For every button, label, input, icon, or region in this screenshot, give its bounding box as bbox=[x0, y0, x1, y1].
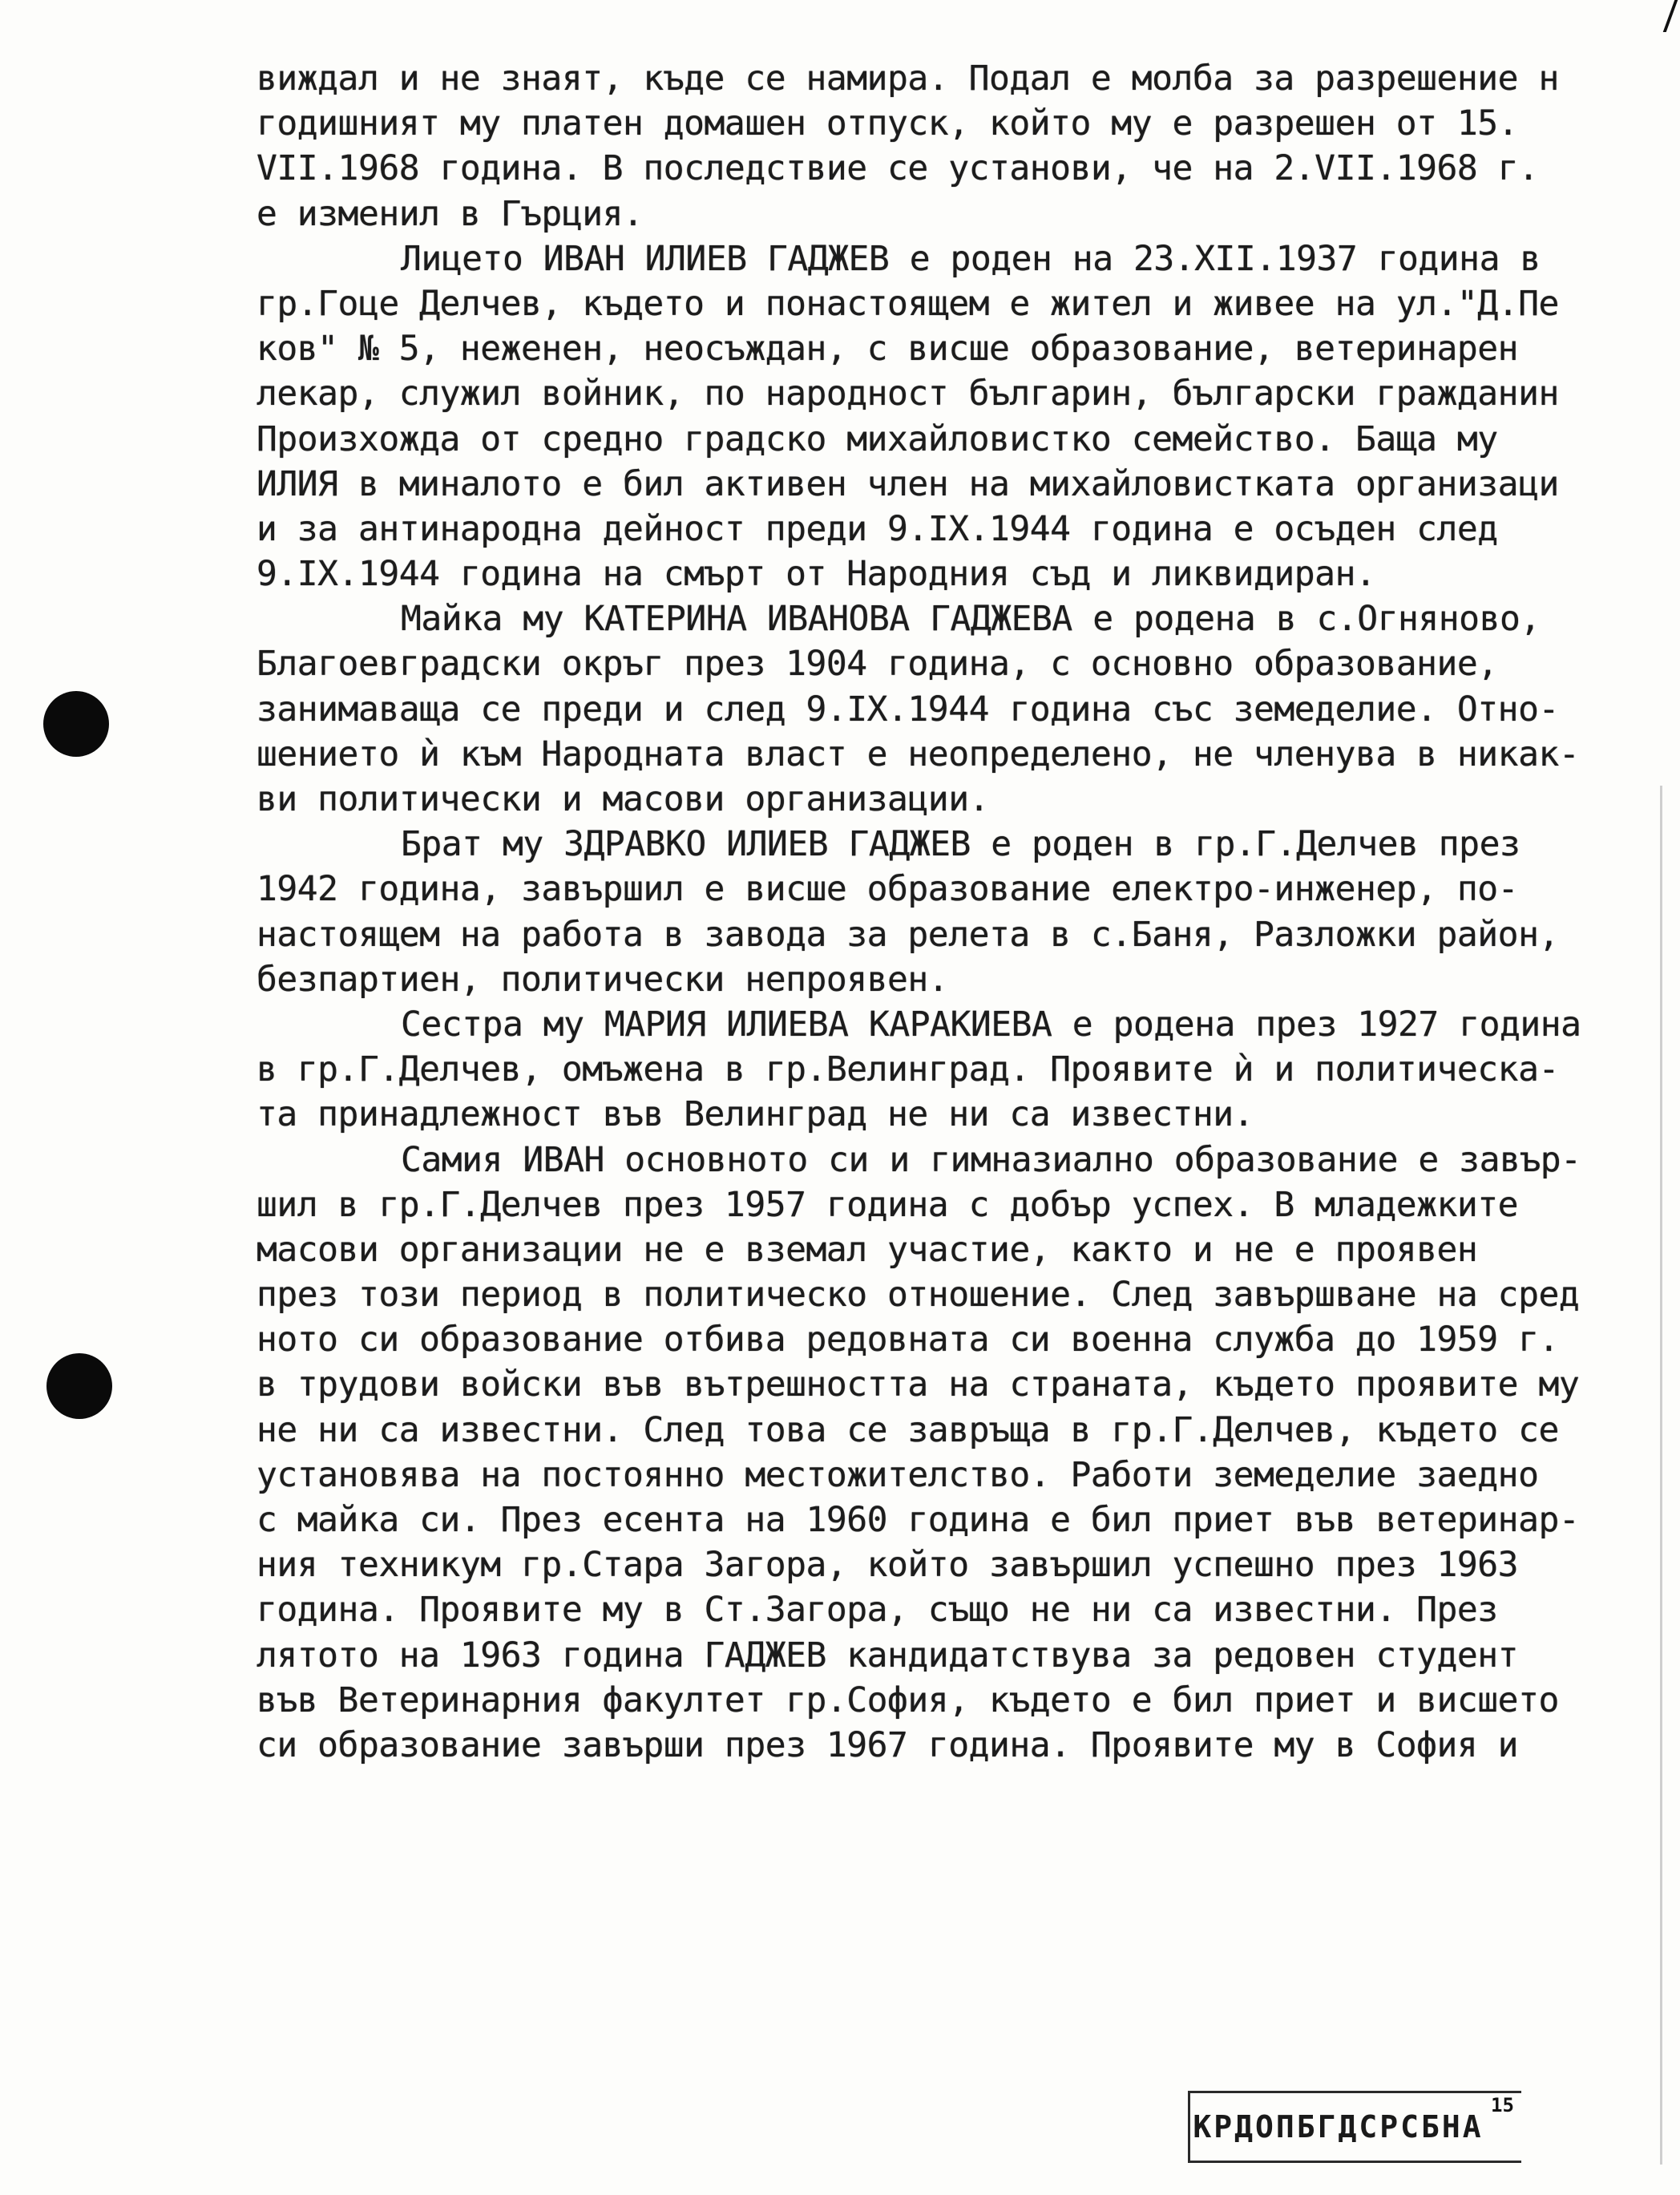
page-edge-shadow bbox=[1660, 786, 1662, 2165]
text-line: Сестра му МАРИЯ ИЛИЕВА КАРАКИЕВА е родена през 1927 година bbox=[401, 1004, 1581, 1045]
text-line: ния техникум гр.Стара Загора, който завършил успешно през 1963 bbox=[256, 1545, 1519, 1586]
text-line: ното си образование отбива редовната си военна служба до 1959 г. bbox=[256, 1320, 1559, 1360]
stamp-text: КРДОПБГДСРСБНА bbox=[1193, 2109, 1484, 2144]
text-line: ков" № 5, неженен, неосъждан, с висше образование, ветеринарен bbox=[256, 329, 1519, 370]
text-line: и за антинародна дейност преди 9.IX.1944 година е осъден след bbox=[256, 508, 1498, 549]
text-line: с майка си. През есента на 1960 година е бил приет във ветеринар- bbox=[256, 1500, 1580, 1540]
text-line: си образование завърши през 1967 година. Проявите му в София и bbox=[256, 1724, 1519, 1765]
corner-mark bbox=[1641, 0, 1678, 32]
text-line: та принадлежност във Велинград не ни са известни. bbox=[256, 1094, 1254, 1135]
text-line: Произхожда от средно градско михайловистко семейство. Баща му bbox=[256, 418, 1498, 459]
text-line: 1942 година, завършил е висше образование електро-инженер, по- bbox=[256, 869, 1519, 910]
typewritten-text-block bbox=[256, 56, 1651, 1768]
text-line: в трудови войски във вътрешността на страната, където проявите му bbox=[256, 1364, 1580, 1405]
text-line: гр.Гоце Делчев, където и понастоящем е жител и живее на ул."Д.Пе bbox=[256, 283, 1559, 324]
text-line: Благоевградски окръг през 1904 година, с основно образование, bbox=[256, 644, 1498, 685]
text-line: не ни са известни. След това се завръща в гр.Г.Делчев, където се bbox=[256, 1409, 1559, 1450]
archive-stamp bbox=[1188, 2091, 1521, 2163]
text-line: в гр.Г.Делчев, омъжена в гр.Велинград. Проявите ѝ и политическа- bbox=[256, 1049, 1559, 1090]
text-line: виждал и не знаят, къде се намира. Подал е молба за разрешение н bbox=[256, 59, 1559, 99]
text-line: Брат му ЗДРАВКО ИЛИЕВ ГАДЖЕВ е роден в гр.Г.Делчев през bbox=[401, 824, 1520, 865]
text-line: шението ѝ към Народната власт е неопределено, не членува в никак- bbox=[256, 734, 1580, 774]
text-line: шил в гр.Г.Делчев през 1957 година с добър успех. В младежките bbox=[256, 1184, 1519, 1225]
text-line: Самия ИВАН основното си и гимназиално образование е завър- bbox=[401, 1139, 1581, 1180]
text-line: безпартиен, политически непроявен. bbox=[256, 959, 949, 1000]
text-line: Майка му КАТЕРИНА ИВАНОВА ГАДЖЕВА е родена в с.Огняново, bbox=[401, 599, 1541, 640]
punch-hole-bottom bbox=[46, 1353, 112, 1419]
text-line: занимаваща се преди и след 9.IX.1944 година със земеделие. Отно- bbox=[256, 689, 1559, 730]
text-line: 9.IX.1944 година на смърт от Народния съд и ликвидиран. bbox=[256, 554, 1376, 595]
punch-hole-top bbox=[43, 691, 109, 757]
text-line: лятото на 1963 година ГАДЖЕВ кандидатствува за редовен студент bbox=[256, 1635, 1519, 1676]
text-line: лекар, служил войник, по народност българин, български гражданин bbox=[256, 374, 1559, 414]
text-line: във Ветеринарния факултет гр.София, където е бил приет и висшето bbox=[256, 1680, 1559, 1720]
text-line: масови организации не е вземал участие, както и не е проявен bbox=[256, 1229, 1478, 1270]
text-line: година. Проявите му в Ст.Загора, също не ни са известни. През bbox=[256, 1590, 1498, 1631]
text-line: VII.1968 година. В последствие се установи, че на 2.VII.1968 г. bbox=[256, 148, 1539, 189]
text-line: през този период в политическо отношение. След завършване на сред bbox=[256, 1275, 1580, 1316]
text-line: настоящем на работа в завода за релета в с.Баня, Разложки район, bbox=[256, 914, 1559, 955]
text-line: годишният му платен домашен отпуск, който му е разрешен от 15. bbox=[256, 103, 1519, 144]
text-line: е изменил в Гърция. bbox=[256, 193, 644, 234]
text-line: установява на постоянно местожителство. Работи земеделие заедно bbox=[256, 1454, 1539, 1495]
page-number: 15 bbox=[1491, 2094, 1514, 2116]
text-line: ви политически и масови организации. bbox=[256, 779, 989, 819]
text-line: ИЛИЯ в миналото е бил активен член на михайловистката организаци bbox=[256, 463, 1559, 504]
text-line: Лицето ИВАН ИЛИЕВ ГАДЖЕВ е роден на 23.XII.1937 година в bbox=[401, 238, 1541, 279]
